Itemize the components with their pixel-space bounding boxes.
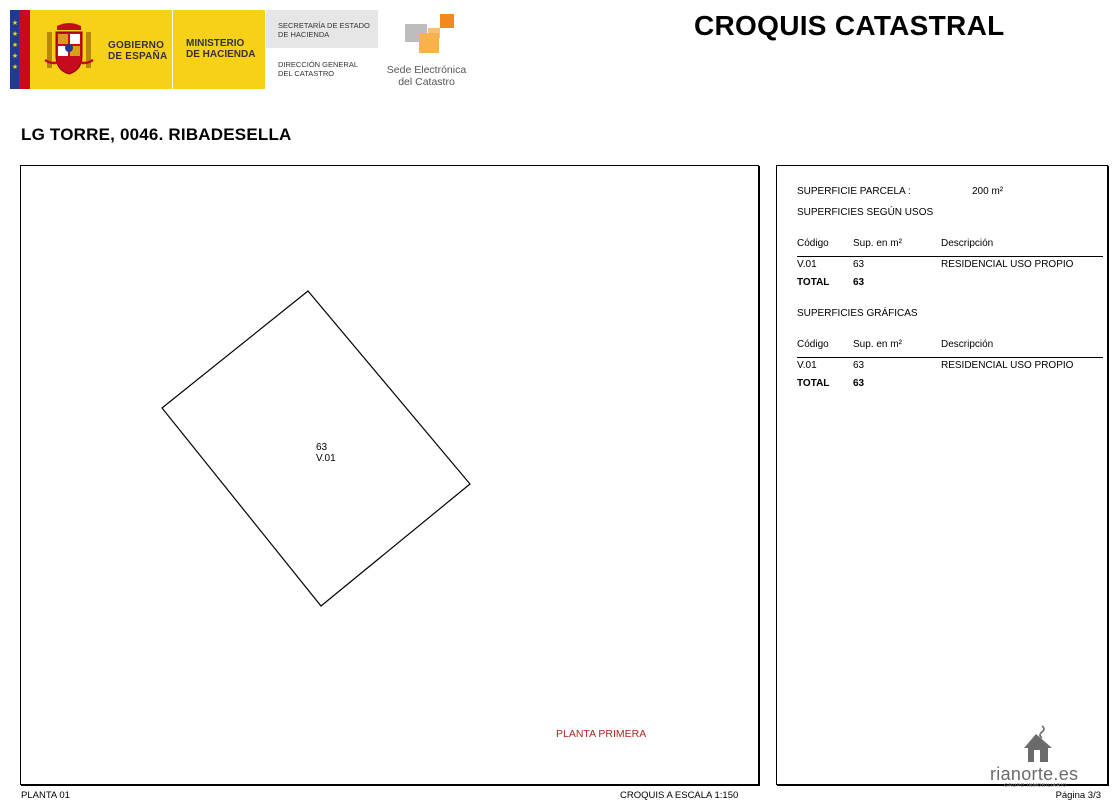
- table-rule: [797, 357, 1103, 358]
- floor-plan-drawing: [21, 166, 758, 784]
- directorate-block: [266, 48, 378, 89]
- coat-of-arms-icon: [44, 20, 94, 78]
- column-header-code: Código: [797, 238, 829, 249]
- parcel-area-label: 63: [316, 442, 328, 453]
- sede-squares-icon: [402, 12, 472, 60]
- watermark-logo: [990, 724, 1100, 790]
- column-header-description: Descripción: [941, 339, 994, 350]
- column-header-area: Sup. en m²: [853, 238, 902, 249]
- column-header-area: Sup. en m²: [853, 339, 902, 350]
- secretariat-block: [266, 10, 378, 48]
- info-panel: [776, 165, 1108, 785]
- house-icon: [1020, 724, 1060, 766]
- uses-total-value: 63: [853, 277, 865, 288]
- ministry-name: MINISTERIO DE HACIENDA: [186, 38, 256, 60]
- uses-heading: SUPERFICIES SEGÚN USOS: [797, 207, 934, 218]
- watermark-tag: GRUPO INMOBILIARIO: [1004, 783, 1067, 789]
- graphic-total-value: 63: [853, 378, 865, 389]
- document-title: CROQUIS CATASTRAL: [694, 10, 1005, 41]
- table-rule: [797, 256, 1103, 257]
- government-logo: [30, 10, 265, 89]
- graphic-row-code: V.01: [797, 360, 817, 371]
- sede-name: Sede Electrónica del Catastro: [386, 64, 467, 88]
- graphic-total-label: TOTAL: [797, 378, 830, 389]
- footer-floor: PLANTA 01: [21, 790, 70, 801]
- footer-page: Página 3/3: [1055, 790, 1101, 801]
- uses-row-code: V.01: [797, 259, 817, 270]
- floor-label: PLANTA PRIMERA: [556, 728, 647, 740]
- watermark-brand: rianorte.es: [990, 764, 1079, 784]
- uses-total-label: TOTAL: [797, 277, 830, 288]
- government-name: GOBIERNO DE ESPAÑA: [108, 40, 168, 62]
- plot-area-label: SUPERFICIE PARCELA :: [797, 186, 911, 197]
- map-panel: [20, 165, 759, 785]
- plot-area-value: 200 m²: [972, 186, 1004, 197]
- parcel-address: LG TORRE, 0046. RIBADESELLA: [21, 125, 292, 144]
- graphic-heading: SUPERFICIES GRÁFICAS: [797, 308, 918, 319]
- directorate-name: DIRECCIÓN GENERAL DEL CATASTRO: [278, 60, 359, 78]
- column-header-code: Código: [797, 339, 829, 350]
- footer-scale: CROQUIS A ESCALA 1:150: [620, 790, 739, 801]
- graphic-row-description: RESIDENCIAL USO PROPIO: [941, 360, 1074, 371]
- graphic-row-area: 63: [853, 360, 865, 371]
- parcel-code-label: V.01: [316, 453, 336, 464]
- sede-logo: [380, 12, 480, 92]
- uses-row-area: 63: [853, 259, 865, 270]
- secretariat-name: SECRETARÍA DE ESTADO DE HACIENDA: [278, 21, 370, 39]
- column-header-description: Descripción: [941, 238, 994, 249]
- flag-strip: [10, 10, 30, 89]
- uses-row-description: RESIDENCIAL USO PROPIO: [941, 259, 1074, 270]
- flag-stars: ★ ★ ★ ★ ★: [11, 20, 19, 71]
